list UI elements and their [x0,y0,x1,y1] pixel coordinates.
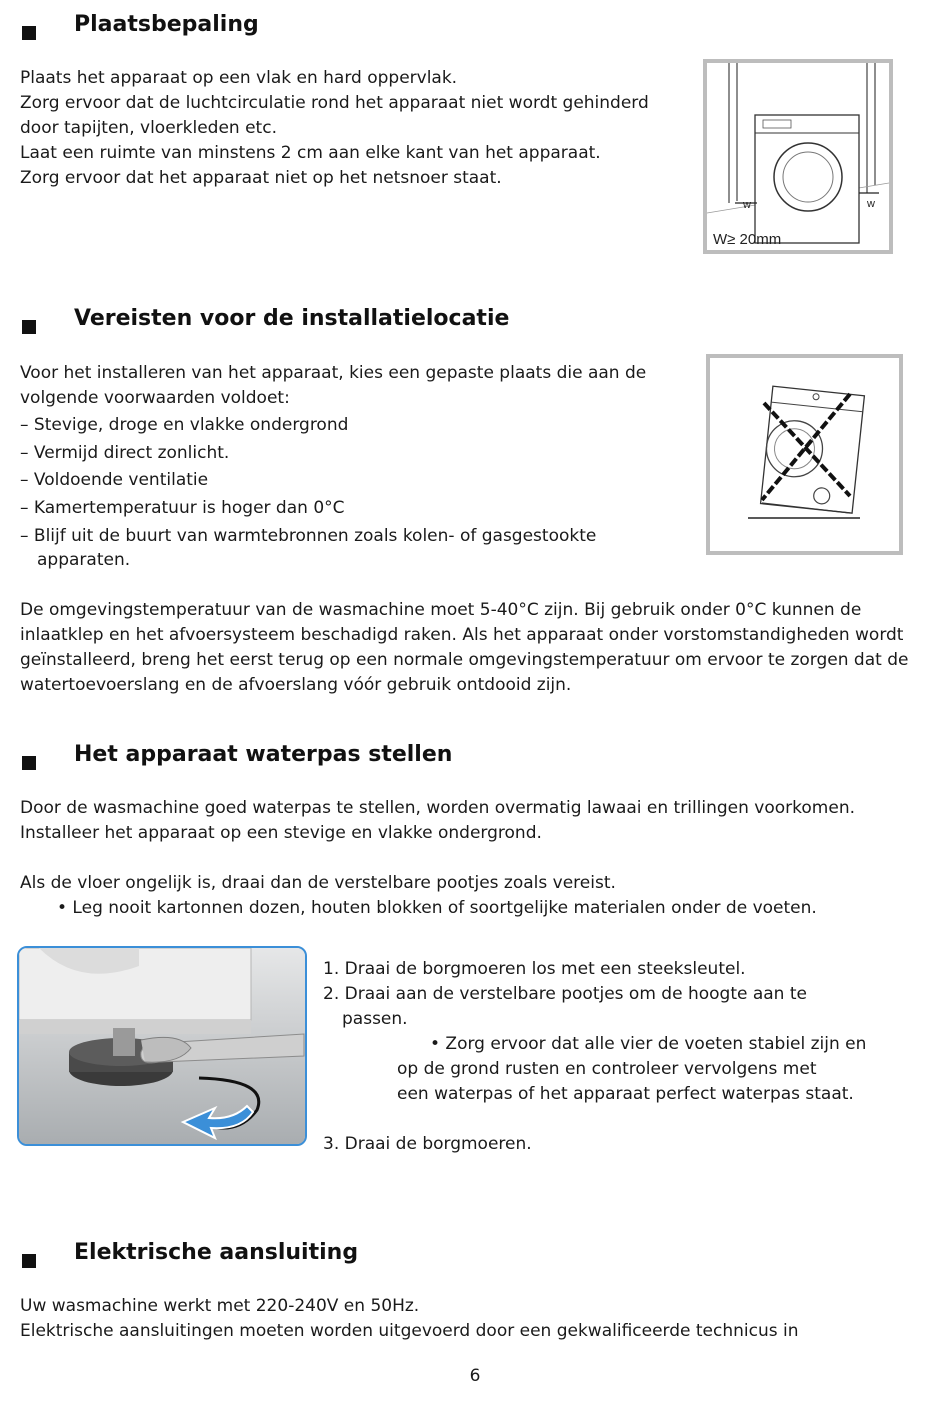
forbidden-placement-figure [706,354,903,555]
section-title: Elektrische aansluiting [74,1240,359,1265]
text-line: een waterpas of het apparaat perfect waterpas staat. [397,1084,854,1104]
leveling-bullet: • Leg nooit kartonnen dozen, houten blokken of soortgelijke materialen onder de voeten. [57,898,817,918]
text-line: Voor het installeren van het apparaat, kies een gepaste plaats die aan de [20,363,647,383]
text-line: Uw wasmachine werkt met 220-240V en 50Hz. [20,1296,420,1316]
square-bullet-icon [22,320,36,334]
leveling-steps [323,957,807,1032]
text-line: Laat een ruimte van minstens 2 cm aan elke kant van het apparaat. [20,143,601,163]
list-item: – Voldoende ventilatie [20,470,209,491]
text-line: Zorg ervoor dat de luchtcirculatie rond het apparaat niet wordt gehinderd [20,93,649,113]
section-title: Plaatsbepaling [74,12,259,37]
clearance-caption: W≥ 20mm [713,231,782,248]
section-title: Het apparaat waterpas stellen [74,742,453,767]
text-line: inlaatklep en het afvoersysteem beschadigd raken. Als het apparaat onder vorstomstandigheden wordt [20,625,904,645]
washing-machine-clearance-illustration [707,63,889,250]
text-line: • Zorg ervoor dat alle vier de voeten stabiel zijn en [430,1034,867,1054]
text-line: watertoevoerslang en de afvoerslang vóór gebruik ontdooid zijn. [20,675,572,695]
text-line: door tapijten, vloerkleden etc. [20,118,277,138]
step-item: 3. Draai de borgmoeren. [323,1134,532,1154]
text-line: op de grond rusten en controleer vervolgens met [397,1059,817,1079]
section-title: Vereisten voor de installatielocatie [74,306,510,331]
clearance-label-right: w [867,198,875,210]
list-item: – Vermijd direct zonlicht. [20,442,230,463]
text-line: Plaats het apparaat op een vlak en hard oppervlak. [20,68,458,88]
text-line: Installeer het apparaat op een stevige en vlakke ondergrond. [20,823,542,843]
list-item: – Stevige, droge en vlakke ondergrond [20,415,349,435]
requirements-intro [20,361,646,411]
list-item-continuation: apparaten. [37,550,131,570]
step-item: 1. Draai de borgmoeren los met een steeksleutel. [323,959,746,979]
section-heading-placement [22,12,259,40]
step-item-continuation: passen. [342,1009,408,1029]
placement-text [20,66,649,191]
text-line: volgende voorwaarden voldoet: [20,388,290,408]
requirements-list [20,412,596,551]
list-item: – Blijf uit de buurt van warmtebronnen zoals kolen- of gasgestookte [20,525,597,546]
square-bullet-icon [22,756,36,770]
leveling-sub-bullet [397,1032,866,1107]
text-line: Zorg ervoor dat het apparaat niet op het netsnoer staat. [20,168,502,188]
list-item: – Kamertemperatuur is hoger dan 0°C [20,498,345,519]
text-line: Door de wasmachine goed waterpas te stellen, worden overmatig lawaai en trillingen voorkomen. [20,798,856,818]
leveling-intro [20,796,855,846]
step-item: 2. Draai aan de verstelbare pootjes om de hoogte aan te [323,984,807,1004]
text-line: De omgevingstemperatuur van de wasmachine moet 5-40°C zijn. Bij gebruik onder 0°C kunnen de [20,600,862,620]
wrench-foot-illustration [19,948,305,1144]
electrical-text [20,1294,799,1344]
clearance-label-left: w [743,199,751,211]
temperature-paragraph [20,598,908,698]
text-line: Elektrische aansluitingen moeten worden uitgevoerd door een gekwalificeerde technicus in [20,1321,799,1341]
text-line: geïnstalleerd, breng het eerst terug op een normale omgevingstemperatuur om ervoor te zorgen dat de [20,650,909,670]
section-heading-requirements [22,306,510,334]
page-number: 6 [469,1366,481,1386]
section-heading-leveling [22,742,453,770]
leveling-uneven: Als de vloer ongelijk is, draai dan de verstelbare pootjes zoals vereist. [20,873,616,893]
tilted-machine-cross-illustration [710,358,899,551]
wrench-adjustment-photo [17,946,307,1146]
square-bullet-icon [22,26,36,40]
square-bullet-icon [22,1254,36,1268]
section-heading-electrical [22,1240,359,1268]
clearance-figure [703,59,893,254]
